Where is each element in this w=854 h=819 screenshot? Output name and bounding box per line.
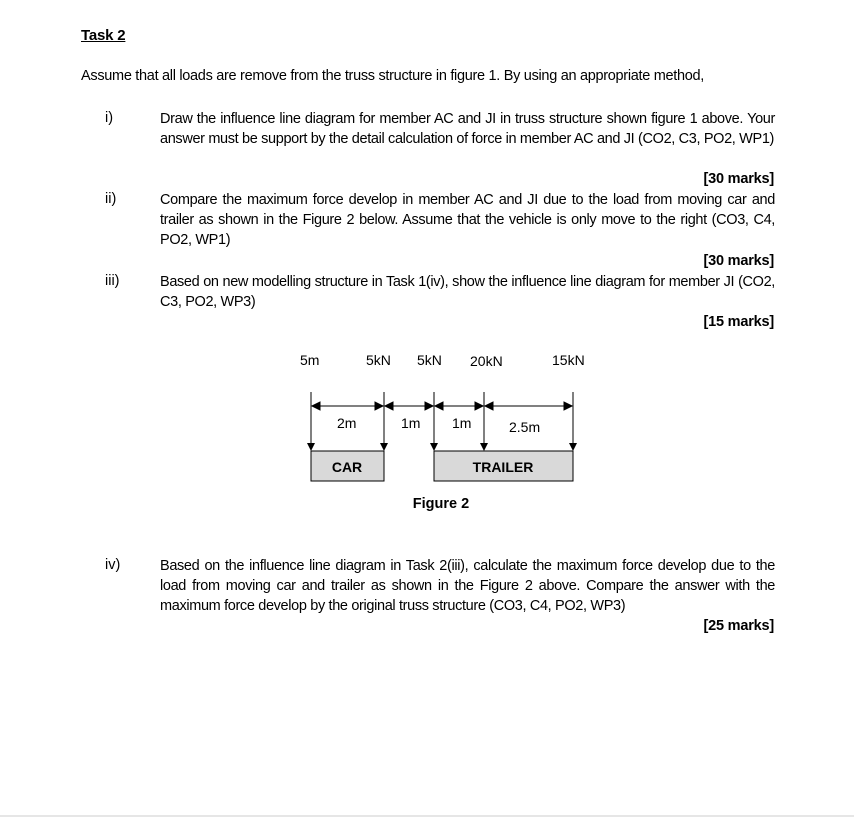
question-4-number: iv) [105, 557, 121, 573]
car-label: CAR [331, 459, 363, 475]
question-1-marks: [30 marks] [703, 171, 774, 187]
page-bottom-divider [0, 815, 854, 817]
question-2-number: ii) [105, 191, 117, 207]
spacing-label-1m-1: 1m [401, 415, 421, 431]
question-2-text: Compare the maximum force develop in member AC and JI due to the load from moving car and trailer as shown in the Figure 2 below. Assume that the vehicle is only move to the right (CO3, C4, PO2, WP1) [160, 192, 775, 248]
load-label-5kn-1: 5kN [366, 352, 391, 368]
trailer-label: TRAILER [472, 459, 534, 475]
load-arrow-heads [307, 443, 577, 451]
spacing-label-1m-2: 1m [452, 415, 472, 431]
question-3-marks: [15 marks] [703, 314, 774, 330]
load-label-15kn: 15kN [552, 352, 585, 368]
spacing-label-2m: 2m [337, 415, 357, 431]
task-intro: Assume that all loads are remove from the truss structure in figure 1. By using an appropriate method, [81, 68, 705, 84]
dimension-lines [312, 402, 572, 410]
question-4-marks: [25 marks] [703, 618, 774, 634]
question-4-text: Based on the influence line diagram in Task 2(iii), calculate the maximum force develop due to the load from moving car and trailer as shown in the Figure 2 above. Compare the answer with the maximum force develop by the original truss structure (CO3, C4, PO2, WP3) [160, 558, 775, 614]
question-1-number: i) [105, 110, 114, 126]
load-label-20kn: 20kN [470, 353, 503, 369]
question-2-marks: [30 marks] [703, 253, 774, 269]
load-label-5m: 5m [300, 352, 320, 368]
question-3-text: Based on new modelling structure in Task 1(iv), show the influence line diagram for member JI (CO2, C3, PO2, WP3) [160, 274, 775, 310]
question-1-text: Draw the influence line diagram for member AC and JI in truss structure shown figure 1 above. Your answer must be support by the detail calculation of force in member AC and JI (CO2, C3, PO2, WP1) [160, 111, 775, 147]
figure-caption: Figure 2 [412, 496, 470, 512]
question-3-number: iii) [105, 273, 120, 289]
load-label-5kn-2: 5kN [417, 352, 442, 368]
task-title: Task 2 [81, 27, 126, 44]
spacing-label-2-5m: 2.5m [509, 419, 541, 435]
